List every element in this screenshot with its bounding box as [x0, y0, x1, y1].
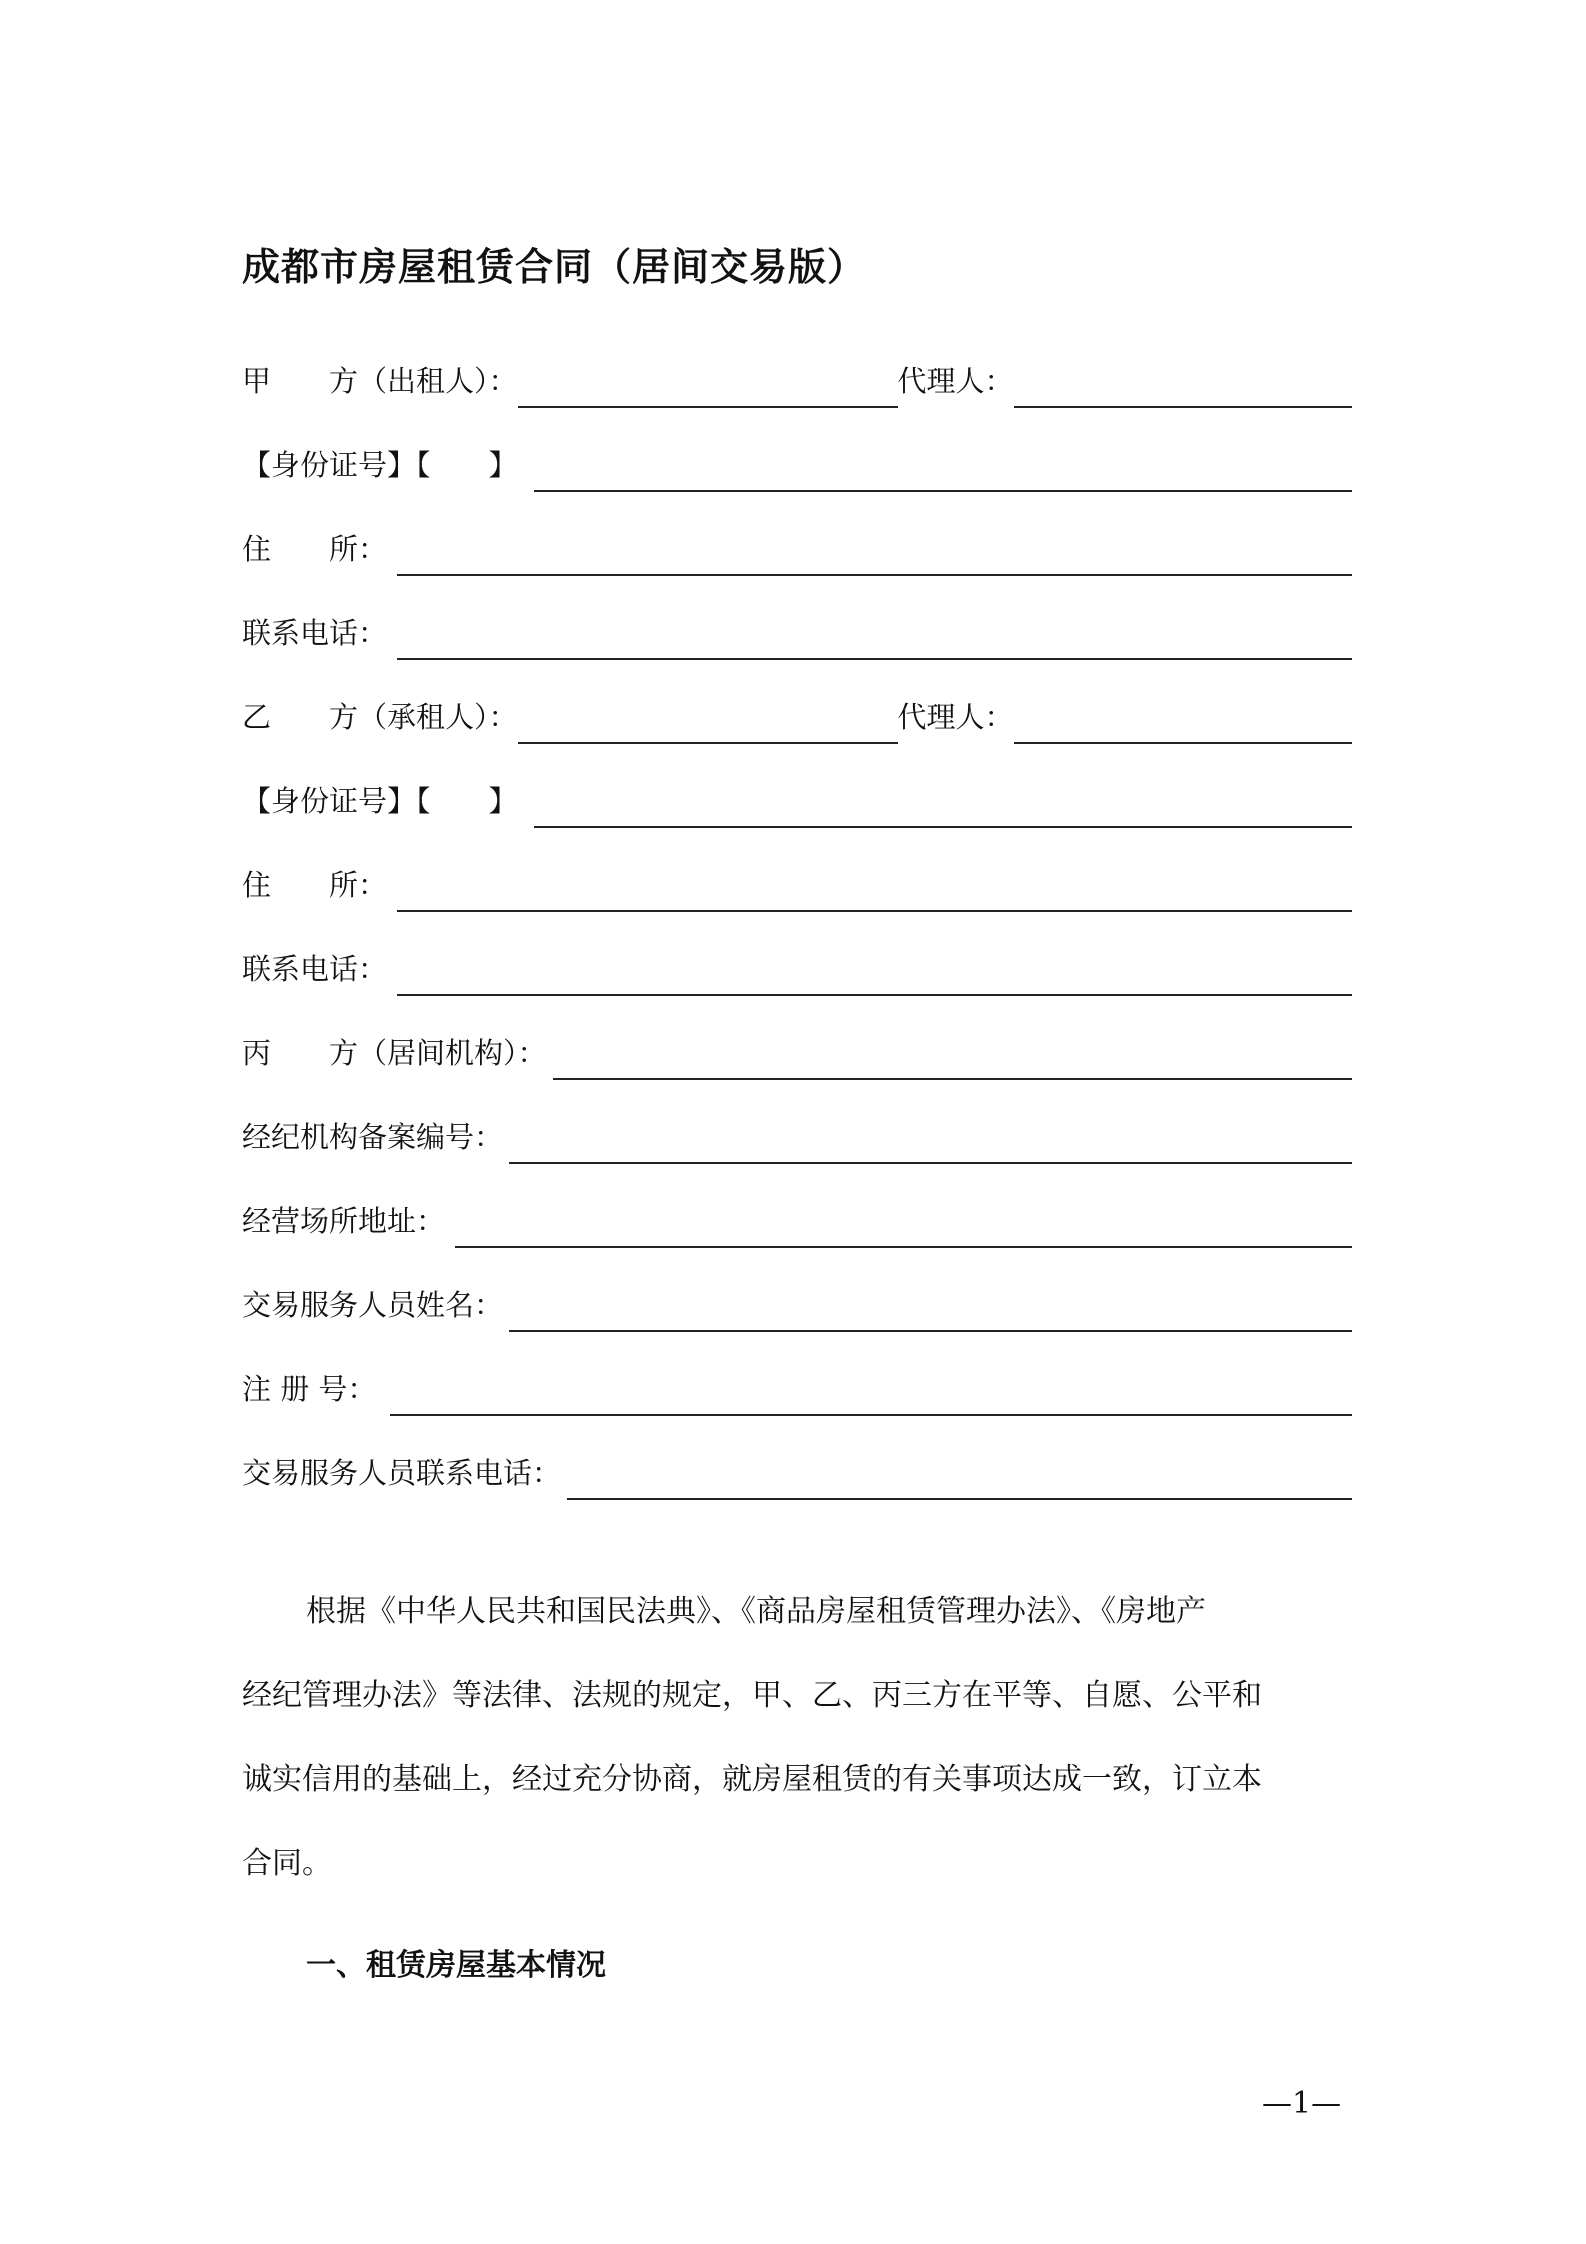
preamble-line-2: 经纪管理办法》等法律、法规的规定，甲、乙、丙三方在平等、自愿、公平和: [242, 1678, 1262, 1713]
preamble-line-3: 诚实信用的基础上，经过充分协商，就房屋租赁的有关事项达成一致，订立本: [242, 1762, 1262, 1797]
staff-phone-label: 交易服务人员联系电话：: [242, 1456, 562, 1490]
addr-b-row: [242, 856, 1352, 906]
id-a-input-line[interactable]: [534, 450, 1352, 492]
addr-a-label: 住 所：: [242, 532, 388, 566]
party-c-label: 丙 方（居间机构）：: [242, 1036, 547, 1070]
party-b-input-line[interactable]: [518, 702, 898, 744]
phone-b-label: 联系电话：: [242, 952, 388, 986]
phone-b-row: [242, 940, 1352, 990]
party-a-row: [242, 352, 1352, 402]
phone-a-input-line[interactable]: [397, 618, 1352, 660]
agent-a-label: 代理人：: [897, 364, 1014, 398]
party-a-input-line[interactable]: [518, 366, 898, 408]
preamble-paragraph: [242, 1570, 1352, 1906]
section-heading-1: 一、租赁房屋基本情况: [306, 1948, 606, 1983]
record-no-label: 经纪机构备案编号：: [242, 1120, 504, 1154]
agent-b-input-line[interactable]: [1014, 702, 1352, 744]
addr-a-input-line[interactable]: [397, 534, 1352, 576]
party-b-row: [242, 688, 1352, 738]
id-b-row: [242, 772, 1352, 822]
staff-name-input-line[interactable]: [509, 1290, 1352, 1332]
record-no-input-line[interactable]: [509, 1122, 1352, 1164]
agent-b-label: 代理人：: [897, 700, 1014, 734]
biz-addr-input-line[interactable]: [455, 1206, 1352, 1248]
phone-a-row: [242, 604, 1352, 654]
id-a-row: [242, 436, 1352, 486]
addr-b-label: 住 所：: [242, 868, 388, 902]
staff-name-row: [242, 1276, 1352, 1326]
reg-no-row: [242, 1360, 1352, 1410]
biz-addr-row: [242, 1192, 1352, 1242]
party-c-input-line[interactable]: [553, 1038, 1352, 1080]
party-c-row: [242, 1024, 1352, 1074]
reg-no-input-line[interactable]: [390, 1374, 1352, 1416]
preamble-line-1: 根据《中华人民共和国民法典》、《商品房屋租赁管理办法》、《房地产: [306, 1594, 1206, 1629]
party-a-label: 甲 方（出租人）：: [242, 364, 518, 398]
staff-name-label: 交易服务人员姓名：: [242, 1288, 504, 1322]
staff-phone-input-line[interactable]: [567, 1458, 1352, 1500]
id-b-input-line[interactable]: [534, 786, 1352, 828]
page-number: —1—: [1262, 2086, 1342, 2121]
id-b-label: 【身份证号】【 】: [242, 784, 518, 818]
party-b-label: 乙 方（承租人）：: [242, 700, 518, 734]
addr-b-input-line[interactable]: [397, 870, 1352, 912]
staff-phone-row: [242, 1444, 1352, 1494]
id-a-label: 【身份证号】【 】: [242, 448, 518, 482]
phone-a-label: 联系电话：: [242, 616, 388, 650]
biz-addr-label: 经营场所地址：: [242, 1204, 446, 1238]
phone-b-input-line[interactable]: [397, 954, 1352, 996]
reg-no-label: 注 册 号：: [242, 1372, 377, 1406]
record-no-row: [242, 1108, 1352, 1158]
contract-title: 成都市房屋租赁合同（居间交易版）: [242, 245, 867, 289]
preamble-line-4: 合同。: [242, 1846, 332, 1881]
addr-a-row: [242, 520, 1352, 570]
agent-a-input-line[interactable]: [1014, 366, 1352, 408]
